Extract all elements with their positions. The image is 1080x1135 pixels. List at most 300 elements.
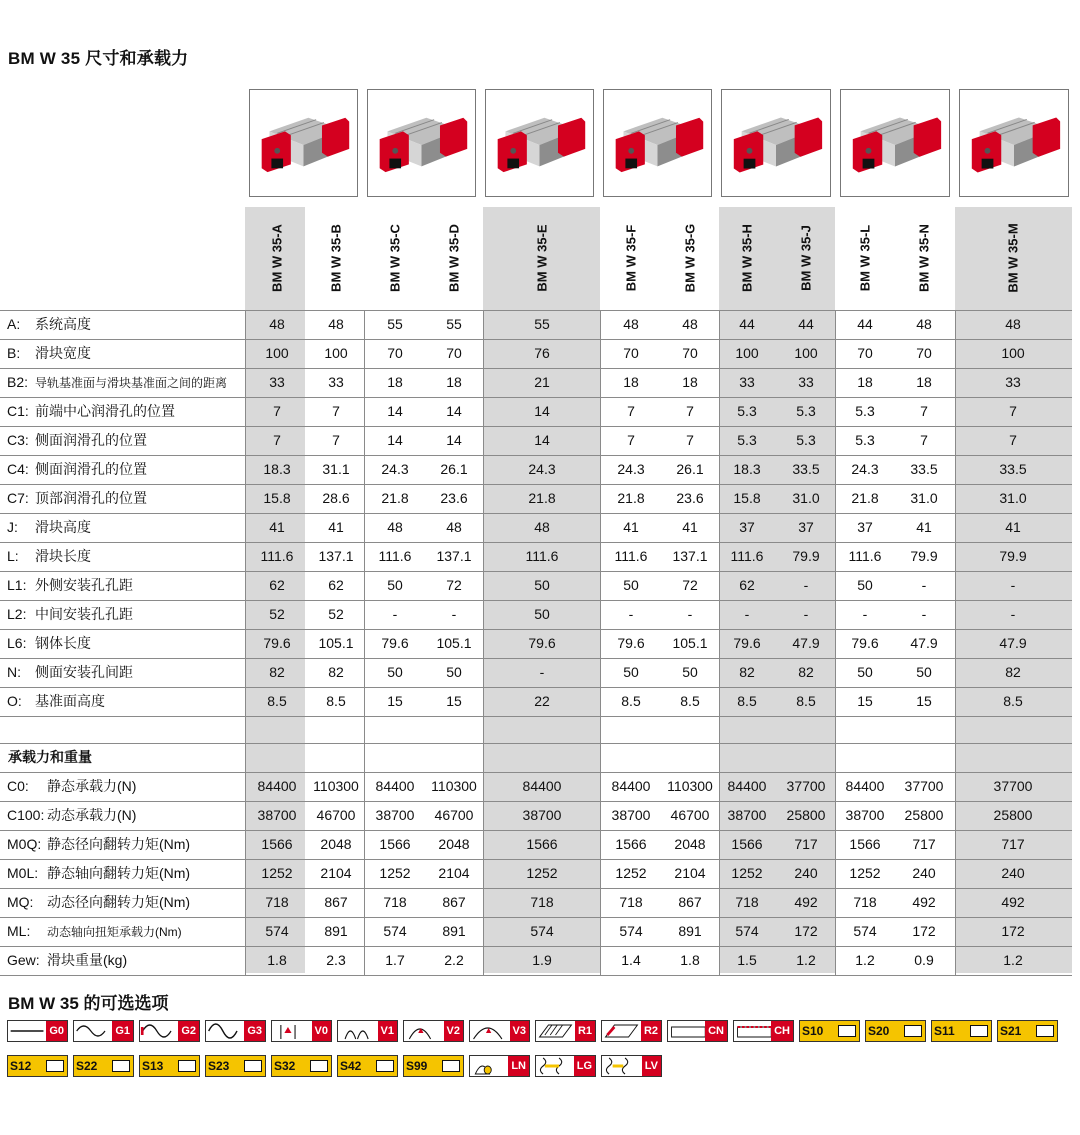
table-row (0, 339, 1072, 368)
option-symbol-icon (338, 1021, 377, 1041)
row-label: A: 系统高度 (7, 316, 91, 332)
product-image (959, 89, 1069, 197)
cell-value: 41 (682, 519, 698, 535)
cell-value: 48 (446, 519, 462, 535)
option-code: S11 (934, 1024, 955, 1038)
option-symbol-icon (668, 1021, 707, 1041)
cell-value: 492 (1001, 894, 1025, 910)
option-g0 (7, 1020, 68, 1042)
cell-value: 18.3 (733, 461, 761, 477)
cell-value: 46700 (670, 807, 710, 823)
cell-value: 50 (857, 664, 873, 680)
cell-value: 79.6 (733, 635, 761, 651)
cell-value: 55 (534, 316, 550, 332)
seal-block-icon (904, 1025, 922, 1037)
cell-value: 100 (794, 345, 818, 361)
cell-value: 891 (442, 923, 466, 939)
seal-block-icon (442, 1060, 460, 1072)
cell-value: 574 (735, 923, 759, 939)
option-symbol-icon (536, 1056, 575, 1076)
cell-value: 50 (387, 577, 403, 593)
product-image (603, 89, 712, 197)
cell-value: 718 (265, 894, 289, 910)
cell-value: 48 (387, 519, 403, 535)
cell-value: 84400 (522, 778, 562, 794)
option-s12 (7, 1055, 68, 1077)
linear-guide-block-icon (722, 90, 830, 196)
cell-value: 47.9 (910, 635, 938, 651)
cell-value: 100 (735, 345, 759, 361)
cell-value: 38700 (375, 807, 415, 823)
cell-value: 25800 (786, 807, 826, 823)
cell-value: 79.6 (263, 635, 291, 651)
cell-value: 1.8 (267, 952, 287, 968)
cell-value: 1252 (526, 865, 558, 881)
option-symbol-icon (602, 1056, 641, 1076)
option-s42 (337, 1055, 398, 1077)
table-row (0, 368, 1072, 397)
cell-value: 111.6 (378, 548, 412, 564)
option-code: LG (574, 1056, 595, 1076)
seal-block-icon (112, 1060, 130, 1072)
cell-value: 62 (739, 577, 755, 593)
cell-value: 84400 (727, 778, 767, 794)
option-r2 (601, 1020, 662, 1042)
cell-value: 2048 (438, 836, 470, 852)
linear-guide-block-icon (368, 90, 475, 196)
option-s10 (799, 1020, 860, 1042)
cell-value: 2104 (674, 865, 706, 881)
cell-value: 1252 (731, 865, 763, 881)
cell-value: 31.0 (910, 490, 938, 506)
cell-value: 50 (682, 664, 698, 680)
column-divider (955, 310, 956, 975)
option-v3 (469, 1020, 530, 1042)
cell-value: 7 (332, 403, 340, 419)
cell-value: 5.3 (737, 432, 757, 448)
cell-value: 48 (916, 316, 932, 332)
option-symbol-icon (602, 1021, 641, 1041)
cell-value: 100 (1001, 345, 1025, 361)
row-label: C1: 前端中心润滑孔的位置 (7, 403, 175, 419)
cell-value: 37 (798, 519, 814, 535)
cell-value: 18 (623, 374, 639, 390)
option-symbol-icon (404, 1021, 443, 1041)
row-label: ML: 动态轴向扭矩承载力(Nm) (7, 923, 182, 939)
cell-value: 47.9 (792, 635, 820, 651)
row-label: M0L: 静态轴向翻转力矩(Nm) (7, 865, 191, 881)
row-label: Gew: 滑块重量(kg) (7, 952, 128, 968)
cell-value: 2104 (438, 865, 470, 881)
row-label: C0: 静态承载力(N) (7, 778, 137, 794)
cell-value: 137.1 (318, 548, 354, 564)
row-label: J: 滑块高度 (7, 519, 91, 535)
model-header: BM W 35-F (623, 224, 639, 292)
seal-block-icon (838, 1025, 856, 1037)
cell-value: 8.5 (326, 693, 346, 709)
cell-value: 8.5 (796, 693, 816, 709)
cell-value: 31.0 (792, 490, 820, 506)
cell-value: 111.6 (525, 548, 559, 564)
cell-value: 18 (446, 374, 462, 390)
cell-value: 1.9 (532, 952, 552, 968)
cell-value: 1566 (731, 836, 763, 852)
model-header: BM W 35-N (916, 224, 932, 292)
cell-value: 891 (324, 923, 348, 939)
cell-value: 50 (446, 664, 462, 680)
cell-value: 50 (387, 664, 403, 680)
option-symbol-icon (206, 1021, 245, 1041)
cell-value: 47.9 (999, 635, 1027, 651)
cell-value: 100 (265, 345, 289, 361)
cell-value: 72 (682, 577, 698, 593)
option-code: S32 (274, 1059, 296, 1073)
cell-value: 18.3 (263, 461, 291, 477)
cell-value: 55 (446, 316, 462, 332)
cell-value: 1.4 (621, 952, 641, 968)
option-code: G3 (244, 1021, 265, 1041)
cell-value: 48 (1005, 316, 1021, 332)
cell-value: 70 (387, 345, 403, 361)
cell-value: 7 (1009, 432, 1017, 448)
cell-value: 110300 (313, 778, 359, 794)
linear-guide-block-icon (604, 90, 711, 196)
option-symbol-icon (536, 1021, 575, 1041)
cell-value: 172 (912, 923, 936, 939)
cell-value: 37 (857, 519, 873, 535)
cell-value: 718 (383, 894, 407, 910)
cell-value: - (803, 606, 809, 622)
cell-value: 2048 (674, 836, 706, 852)
option-s22 (73, 1055, 134, 1077)
cell-value: 1.8 (680, 952, 700, 968)
option-code: CH (771, 1021, 793, 1041)
cell-value: 48 (534, 519, 550, 535)
option-s13 (139, 1055, 200, 1077)
cell-value: 717 (1001, 836, 1025, 852)
cell-value: 110300 (667, 778, 713, 794)
cell-value: 38700 (522, 807, 562, 823)
row-divider (0, 975, 1072, 976)
product-image (249, 89, 358, 197)
cell-value: 82 (1005, 664, 1021, 680)
option-code: LN (508, 1056, 529, 1076)
cell-value: 79.9 (999, 548, 1027, 564)
cell-value: 84400 (611, 778, 651, 794)
row-label: L6: 钢体长度 (7, 635, 91, 651)
cell-value: 21.8 (381, 490, 409, 506)
cell-value: - (921, 577, 927, 593)
cell-value: 33 (798, 374, 814, 390)
cell-value: 50 (857, 577, 873, 593)
cell-value: 867 (678, 894, 702, 910)
product-image (721, 89, 831, 197)
cell-value: 23.6 (676, 490, 704, 506)
model-header: BM W 35-L (857, 224, 873, 292)
table-row (0, 917, 1072, 946)
cell-value: 240 (912, 865, 936, 881)
linear-guide-block-icon (250, 90, 357, 196)
cell-value: 38700 (727, 807, 767, 823)
cell-value: 105.1 (318, 635, 354, 651)
cell-value: 5.3 (737, 403, 757, 419)
cell-value: 21.8 (617, 490, 645, 506)
cell-value: - (539, 664, 545, 680)
cell-value: 18 (682, 374, 698, 390)
option-symbol-icon (734, 1021, 773, 1041)
cell-value: 41 (1005, 519, 1021, 535)
option-symbol-icon (140, 1021, 179, 1041)
product-image (485, 89, 594, 197)
cell-value: 52 (269, 606, 285, 622)
cell-value: 172 (794, 923, 818, 939)
cell-value: 15 (387, 693, 403, 709)
cell-value: 891 (678, 923, 702, 939)
option-code: S23 (208, 1059, 230, 1073)
table-row (0, 772, 1072, 801)
cell-value: 70 (916, 345, 932, 361)
cell-value: 1566 (849, 836, 881, 852)
cell-value: 52 (328, 606, 344, 622)
row-label: C7: 顶部润滑孔的位置 (7, 490, 147, 506)
cell-value: 7 (627, 403, 635, 419)
cell-value: 48 (269, 316, 285, 332)
option-symbol-icon (8, 1021, 47, 1041)
option-code: R1 (575, 1021, 595, 1041)
row-label: L: 滑块长度 (7, 548, 91, 564)
table-row (0, 310, 1072, 339)
cell-value: 24.3 (851, 461, 879, 477)
cell-value: 72 (446, 577, 462, 593)
table-row (0, 455, 1072, 484)
row-label: O: 基准面高度 (7, 693, 105, 709)
cell-value: 41 (623, 519, 639, 535)
cell-value: 717 (794, 836, 818, 852)
cell-value: 25800 (904, 807, 944, 823)
cell-value: 2.2 (444, 952, 464, 968)
cell-value: 41 (328, 519, 344, 535)
cell-value: 7 (332, 432, 340, 448)
model-header: BM W 35-C (387, 224, 403, 292)
table-row (0, 571, 1072, 600)
option-ln (469, 1055, 530, 1077)
cell-value: 38700 (845, 807, 885, 823)
cell-value: 50 (534, 606, 550, 622)
option-ch (733, 1020, 794, 1042)
cell-value: 79.6 (617, 635, 645, 651)
cell-value: 21 (534, 374, 550, 390)
cell-value: 50 (623, 664, 639, 680)
cell-value: 7 (1009, 403, 1017, 419)
option-s23 (205, 1055, 266, 1077)
cell-value: 718 (735, 894, 759, 910)
row-label: MQ: 动态径向翻转力矩(Nm) (7, 894, 191, 910)
cell-value: 111.6 (730, 548, 764, 564)
cell-value: 22 (534, 693, 550, 709)
cell-value: 15 (446, 693, 462, 709)
cell-value: 48 (623, 316, 639, 332)
option-code: G1 (112, 1021, 133, 1041)
cell-value: 41 (916, 519, 932, 535)
row-label: B: 滑块宽度 (7, 345, 91, 361)
cell-value: 574 (853, 923, 877, 939)
row-label: M0Q: 静态径向翻转力矩(Nm) (7, 836, 191, 852)
option-code: S13 (142, 1059, 164, 1073)
option-code: S10 (802, 1024, 824, 1038)
option-lg (535, 1055, 596, 1077)
cell-value: 8.5 (680, 693, 700, 709)
cell-value: 1252 (261, 865, 293, 881)
cell-value: 21.8 (528, 490, 556, 506)
option-symbol-icon (470, 1021, 509, 1041)
option-g3 (205, 1020, 266, 1042)
cell-value: 15.8 (733, 490, 761, 506)
cell-value: 717 (912, 836, 936, 852)
table-row (0, 484, 1072, 513)
cell-value: 55 (387, 316, 403, 332)
row-label: B2: 导轨基准面与滑块基准面之间的距离 (7, 374, 228, 390)
cell-value: 2104 (320, 865, 352, 881)
cell-value: 50 (534, 577, 550, 593)
cell-value: 172 (1001, 923, 1025, 939)
cell-value: 7 (920, 432, 928, 448)
option-code: G2 (178, 1021, 199, 1041)
column-divider (719, 310, 720, 975)
cell-value: 1.2 (855, 952, 875, 968)
row-label: C3: 侧面润滑孔的位置 (7, 432, 147, 448)
row-divider (0, 716, 1072, 717)
option-code: S12 (10, 1059, 32, 1073)
model-header: BM W 35-B (328, 224, 344, 292)
cell-value: 0.9 (914, 952, 934, 968)
cell-value: 82 (269, 664, 285, 680)
option-code: V1 (378, 1021, 397, 1041)
cell-value: 574 (383, 923, 407, 939)
cell-value: 1.5 (737, 952, 757, 968)
option-r1 (535, 1020, 596, 1042)
cell-value: 5.3 (796, 432, 816, 448)
table-row (0, 830, 1072, 859)
options-title: BM W 35 的可选选项 (8, 994, 169, 1013)
cell-value: 33 (328, 374, 344, 390)
cell-value: 14 (446, 432, 462, 448)
cell-value: 25800 (993, 807, 1033, 823)
option-g1 (73, 1020, 134, 1042)
cell-value: 7 (686, 432, 694, 448)
option-s21 (997, 1020, 1058, 1042)
cell-value: 41 (269, 519, 285, 535)
cell-value: 5.3 (855, 432, 875, 448)
cell-value: 82 (798, 664, 814, 680)
cell-value: 37 (739, 519, 755, 535)
cell-value: 14 (534, 403, 550, 419)
cell-value: 82 (739, 664, 755, 680)
cell-value: - (1010, 606, 1016, 622)
cell-value: - (803, 577, 809, 593)
cell-value: 867 (442, 894, 466, 910)
row-label: C100: 动态承载力(N) (7, 807, 137, 823)
column-divider (600, 310, 601, 975)
cell-value: 105.1 (672, 635, 708, 651)
product-image (840, 89, 950, 197)
model-header: BM W 35-A (269, 224, 285, 292)
cell-value: 2048 (320, 836, 352, 852)
row-label: L1: 外侧安装孔孔距 (7, 577, 133, 593)
cell-value: 31.0 (999, 490, 1027, 506)
cell-value: 18 (916, 374, 932, 390)
cell-value: 105.1 (436, 635, 472, 651)
cell-value: 21.8 (851, 490, 879, 506)
cell-value: 718 (619, 894, 643, 910)
cell-value: 84400 (375, 778, 415, 794)
cell-value: 1566 (526, 836, 558, 852)
cell-value: 33 (739, 374, 755, 390)
seal-block-icon (310, 1060, 328, 1072)
cell-value: 14 (387, 403, 403, 419)
cell-value: 24.3 (381, 461, 409, 477)
cell-value: 24.3 (617, 461, 645, 477)
cell-value: 18 (387, 374, 403, 390)
column-divider (364, 310, 365, 975)
column-divider (245, 310, 246, 975)
cell-value: 1566 (379, 836, 411, 852)
model-header: BM W 35-D (446, 224, 462, 292)
cell-value: 23.6 (440, 490, 468, 506)
option-g2 (139, 1020, 200, 1042)
table-row (0, 801, 1072, 830)
cell-value: - (862, 606, 868, 622)
cell-value: 28.6 (322, 490, 350, 506)
row-label: C4: 侧面润滑孔的位置 (7, 461, 147, 477)
cell-value: 110300 (431, 778, 477, 794)
cell-value: 50 (623, 577, 639, 593)
cell-value: 79.9 (910, 548, 938, 564)
cell-value: 7 (273, 403, 281, 419)
cell-value: 574 (619, 923, 643, 939)
cell-value: 7 (627, 432, 635, 448)
cell-value: 111.6 (614, 548, 648, 564)
cell-value: 240 (794, 865, 818, 881)
cell-value: 70 (682, 345, 698, 361)
option-code: CN (705, 1021, 727, 1041)
cell-value: 24.3 (528, 461, 556, 477)
option-code: S42 (340, 1059, 362, 1073)
cell-value: 79.6 (851, 635, 879, 651)
cell-value: 70 (857, 345, 873, 361)
cell-value: 14 (387, 432, 403, 448)
product-image (367, 89, 476, 197)
cell-value: 1.2 (1003, 952, 1023, 968)
cell-value: 867 (324, 894, 348, 910)
option-lv (601, 1055, 662, 1077)
model-header: BM W 35-M (1005, 223, 1021, 293)
cell-value: 1252 (379, 865, 411, 881)
option-s20 (865, 1020, 926, 1042)
cell-value: 15.8 (263, 490, 291, 506)
option-code: G0 (46, 1021, 67, 1041)
cell-value: 38700 (611, 807, 651, 823)
option-code: V3 (510, 1021, 529, 1041)
cell-value: - (392, 606, 398, 622)
page-title: BM W 35 尺寸和承载力 (8, 49, 189, 68)
cell-value: - (744, 606, 750, 622)
cell-value: 26.1 (676, 461, 704, 477)
row-label: N: 侧面安装孔间距 (7, 664, 133, 680)
option-symbol-icon (470, 1056, 509, 1076)
cell-value: 82 (328, 664, 344, 680)
cell-value: 100 (324, 345, 348, 361)
table-row (0, 542, 1072, 571)
